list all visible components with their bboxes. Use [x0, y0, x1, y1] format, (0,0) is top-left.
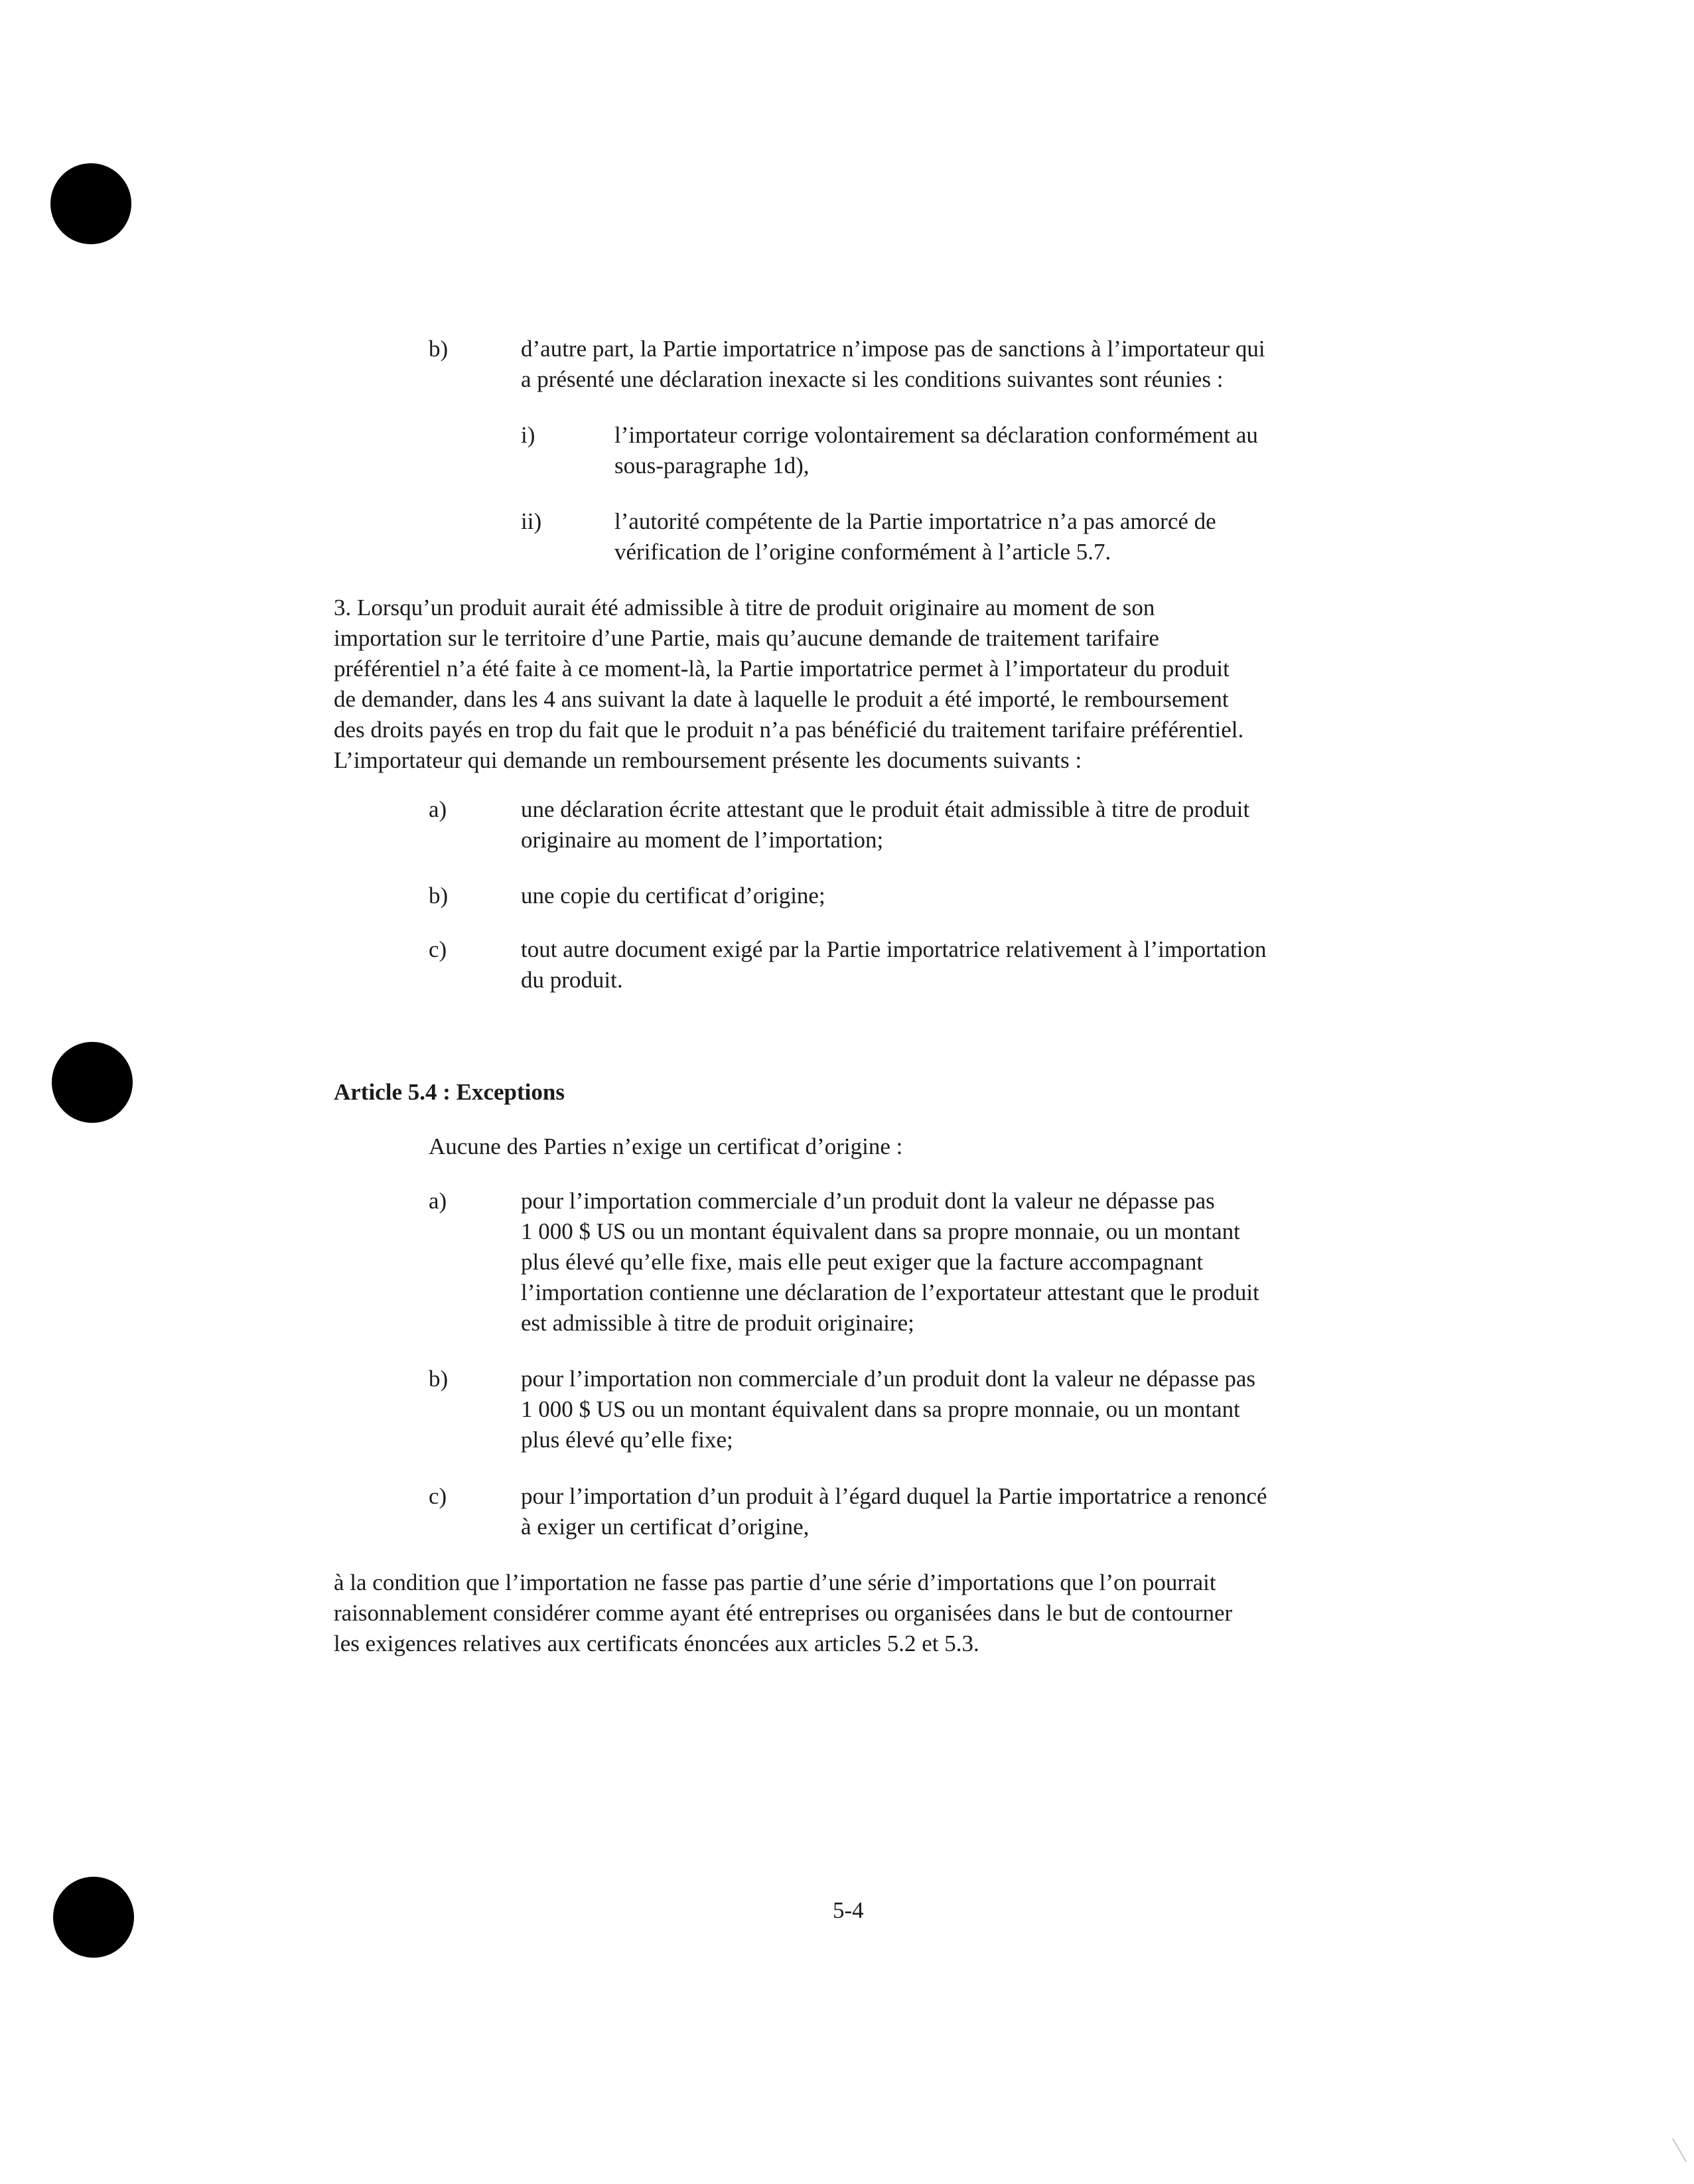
paragraph-line: vérification de l’origine conformément à l’article 5.7.	[614, 539, 1111, 565]
paragraph-line: à exiger un certificat d’origine,	[521, 1514, 810, 1540]
item-label: ii)	[521, 508, 542, 534]
paragraph-line: l’importation contienne une déclaration de l’exportateur attestant que le produit	[521, 1279, 1259, 1305]
paragraph-line: L’importateur qui demande un remboursement présente les documents suivants :	[334, 747, 1082, 773]
punch-hole-bottom	[53, 1877, 134, 1958]
paragraph-line: 1 000 $ US ou un montant équivalent dans sa propre monnaie, ou un montant	[521, 1218, 1240, 1244]
paragraph-line: d’autre part, la Partie importatrice n’impose pas de sanctions à l’importateur qui	[521, 336, 1265, 362]
item-label: a)	[429, 796, 447, 822]
paragraph-line: de demander, dans les 4 ans suivant la date à laquelle le produit a été importé, le remboursement	[334, 686, 1229, 712]
item-label: a)	[429, 1188, 447, 1214]
paragraph-line: originaire au moment de l’importation;	[521, 827, 884, 853]
paragraph-line: tout autre document exigé par la Partie importatrice relativement à l’importation	[521, 936, 1267, 962]
paragraph-line: préférentiel n’a été faite à ce moment-là, la Partie importatrice permet à l’importateur du produit	[334, 656, 1230, 682]
paragraph-line: importation sur le territoire d’une Partie, mais qu’aucune demande de traitement tarifaire	[334, 625, 1159, 651]
item-label: i)	[521, 422, 535, 448]
paragraph-line: plus élevé qu’elle fixe;	[521, 1427, 733, 1453]
paragraph-line: raisonnablement considérer comme ayant été entreprises ou organisées dans le but de contourner	[334, 1600, 1233, 1626]
paragraph-line: a présenté une déclaration inexacte si les conditions suivantes sont réunies :	[521, 366, 1224, 392]
paragraph-line: les exigences relatives aux certificats énoncées aux articles 5.2 et 5.3.	[334, 1631, 979, 1656]
item-label: b)	[429, 336, 449, 362]
paragraph-line: une déclaration écrite attestant que le produit était admissible à titre de produit	[521, 796, 1250, 822]
item-label: b)	[429, 1366, 449, 1392]
paragraph-line: est admissible à titre de produit originaire;	[521, 1310, 914, 1336]
article-heading: Article 5.4 : Exceptions	[334, 1079, 565, 1105]
paragraph-line: pour l’importation commerciale d’un produit dont la valeur ne dépasse pas	[521, 1188, 1215, 1214]
punch-hole-top	[50, 163, 131, 244]
paragraph-line: l’autorité compétente de la Partie importatrice n’a pas amorcé de	[614, 508, 1216, 534]
paragraph-line: pour l’importation non commerciale d’un produit dont la valeur ne dépasse pas	[521, 1366, 1256, 1392]
paragraph-line: à la condition que l’importation ne fasse pas partie d’une série d’importations que l’on pourrait	[334, 1569, 1216, 1595]
paragraph-line: du produit.	[521, 967, 623, 993]
paragraph-line: une copie du certificat d’origine;	[521, 883, 825, 909]
paragraph-line: plus élevé qu’elle fixe, mais elle peut exiger que la facture accompagnant	[521, 1249, 1204, 1275]
item-label: c)	[429, 1483, 447, 1509]
punch-hole-middle	[52, 1042, 133, 1123]
paragraph-line: sous-paragraphe 1d),	[614, 453, 810, 478]
paragraph-line: 3. Lorsqu’un produit aurait été admissible à titre de produit originaire au moment de son	[334, 595, 1155, 620]
item-label: b)	[429, 883, 449, 909]
item-label: c)	[429, 936, 447, 962]
paragraph-line: l’importateur corrige volontairement sa déclaration conformément au	[614, 422, 1258, 448]
paragraph-line: pour l’importation d’un produit à l’égard duquel la Partie importatrice a renoncé	[521, 1483, 1267, 1509]
page-number: 5-4	[833, 1897, 864, 1923]
paragraph-line: 1 000 $ US ou un montant équivalent dans sa propre monnaie, ou un montant	[521, 1396, 1240, 1422]
scan-mark	[1672, 2138, 1687, 2162]
article-intro: Aucune des Parties n’exige un certificat d’origine :	[429, 1133, 903, 1159]
paragraph-line: des droits payés en trop du fait que le produit n’a pas bénéficié du traitement tarifaire préférentiel.	[334, 717, 1244, 743]
